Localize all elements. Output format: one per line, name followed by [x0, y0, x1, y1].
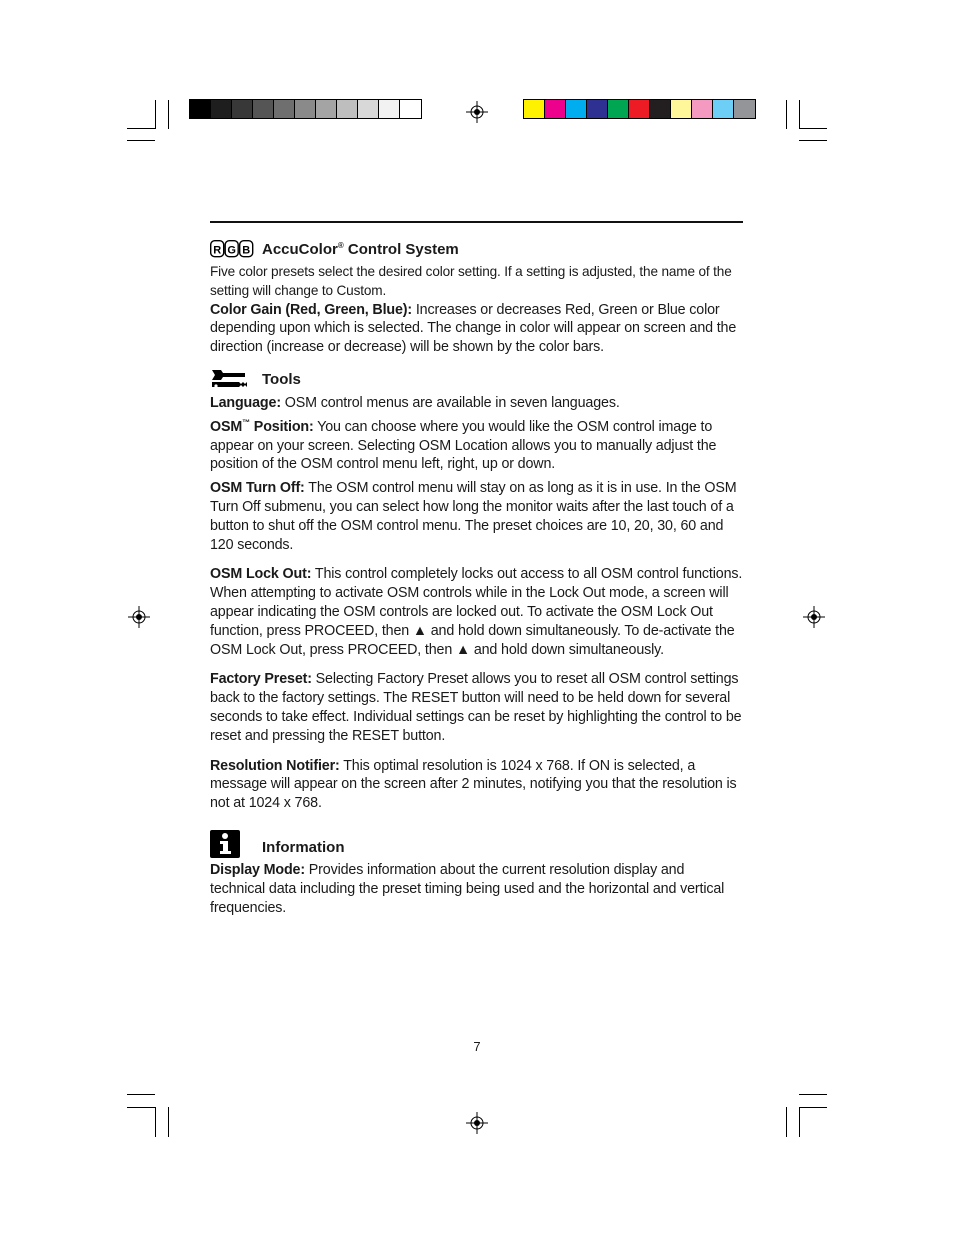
- color-swatch: [524, 100, 545, 118]
- crop-mark: [799, 1107, 827, 1108]
- registration-mark-icon: [466, 101, 488, 123]
- svg-text:G: G: [227, 244, 236, 257]
- crop-mark: [155, 1107, 156, 1137]
- grayscale-color-bar: [189, 99, 422, 119]
- top-rule: [210, 221, 743, 223]
- crop-mark: [127, 1094, 155, 1095]
- color-swatch: [629, 100, 650, 118]
- registration-mark-icon: [466, 1112, 488, 1134]
- color-swatch: [713, 100, 734, 118]
- language-paragraph: Language: OSM control menus are available in seven languages.: [210, 394, 620, 411]
- color-swatch: [232, 100, 253, 118]
- color-swatch: [734, 100, 755, 118]
- information-heading: [210, 829, 743, 859]
- accucolor-heading: [210, 237, 743, 261]
- color-gain-paragraph: Color Gain (Red, Green, Blue): Increases or decreases Red, Green or Blue color depending upon which is selected. The change in color will appear on screen and the direction (increase or decrease) will be shown by the color bars.: [210, 301, 737, 356]
- page-content: [210, 221, 743, 917]
- osm-turn-off-paragraph: OSM Turn Off: The OSM control menu will stay on as long as it is in use. In the OSM Turn Off submenu, you can select how long the monitor waits after the last touch of a button to shut off the OSM control menu. The preset choices are 10, 20, 30, 60 and 120 seconds.: [210, 480, 737, 553]
- page-number: 7: [473, 1039, 481, 1054]
- section-title: Information: [262, 839, 345, 857]
- color-swatch: [566, 100, 587, 118]
- crop-mark: [168, 100, 169, 129]
- color-swatch: [608, 100, 629, 118]
- crop-mark: [168, 1107, 169, 1137]
- section-title: AccuColor® Control System: [262, 240, 459, 258]
- info-icon: [210, 830, 262, 858]
- color-swatch: [253, 100, 274, 118]
- tools-heading: [210, 368, 743, 392]
- crop-mark: [799, 128, 827, 129]
- osm-position-paragraph: OSM™ Position: You can choose where you would like the OSM control image to appear on your screen. Selecting OSM Location allows you to manually adjust the position of the OSM control menu left, right, up or down.: [210, 418, 717, 473]
- svg-text:B: B: [242, 244, 251, 257]
- svg-text:R: R: [213, 244, 222, 257]
- crop-mark: [799, 140, 827, 141]
- rgb-icon: [210, 240, 262, 258]
- crop-mark: [786, 100, 787, 129]
- color-swatch: [358, 100, 379, 118]
- registration-mark-icon: [128, 606, 150, 628]
- color-swatch: [671, 100, 692, 118]
- color-swatch: [650, 100, 671, 118]
- up-arrow-icon: ▲: [412, 622, 427, 639]
- crop-mark: [127, 1107, 155, 1108]
- color-swatch: [274, 100, 295, 118]
- crop-mark: [127, 128, 155, 129]
- color-swatch: [190, 100, 211, 118]
- factory-preset-paragraph: Factory Preset: Selecting Factory Preset allows you to reset all OSM control settings back to the factory settings. The RESET button will need to be held down for several seconds to take effect. Individual settings can be reset by highlighting the control to be reset and pressing the RESET button.: [210, 671, 742, 744]
- osm-lock-out-paragraph: OSM Lock Out: This control completely locks out access to all OSM control functions. When attempting to activate OSM controls while in the Lock Out mode, a screen will appear indicating the OSM controls are locked out. To activate the OSM Lock Out function, press PROCEED, then ▲ and hold down simultaneously. To de-activate the OSM Lock Out, press PROCEED, then ▲ and hold down simultaneously.: [210, 566, 743, 658]
- registration-mark-icon: [803, 606, 825, 628]
- color-swatch: [545, 100, 566, 118]
- crop-mark: [786, 1107, 787, 1137]
- accucolor-intro: Five color presets select the desired color setting. If a setting is adjusted, the name of the setting will change to Custom.: [210, 264, 732, 298]
- crop-mark: [155, 100, 156, 129]
- color-swatch: [316, 100, 337, 118]
- color-swatch: [337, 100, 358, 118]
- display-mode-paragraph: Display Mode: Provides information about the current resolution display and technical data including the preset timing being used and the horizontal and vertical frequencies.: [210, 861, 725, 916]
- crop-mark: [799, 100, 800, 129]
- resolution-notifier-paragraph: Resolution Notifier: This optimal resolution is 1024 x 768. If ON is selected, a message will appear on the screen after 2 minutes, notifying you that the resolution is not at 1024 x 768.: [210, 757, 737, 812]
- color-swatch: [211, 100, 232, 118]
- crop-mark: [799, 1094, 827, 1095]
- color-swatch: [400, 100, 421, 118]
- tools-icon: [210, 368, 262, 392]
- color-swatch: [295, 100, 316, 118]
- color-swatch: [692, 100, 713, 118]
- up-arrow-icon: ▲: [455, 641, 470, 658]
- section-title: Tools: [262, 371, 301, 389]
- crop-mark: [799, 1107, 800, 1137]
- color-swatch: [587, 100, 608, 118]
- crop-mark: [127, 140, 155, 141]
- process-color-bar: [523, 99, 756, 119]
- color-swatch: [379, 100, 400, 118]
